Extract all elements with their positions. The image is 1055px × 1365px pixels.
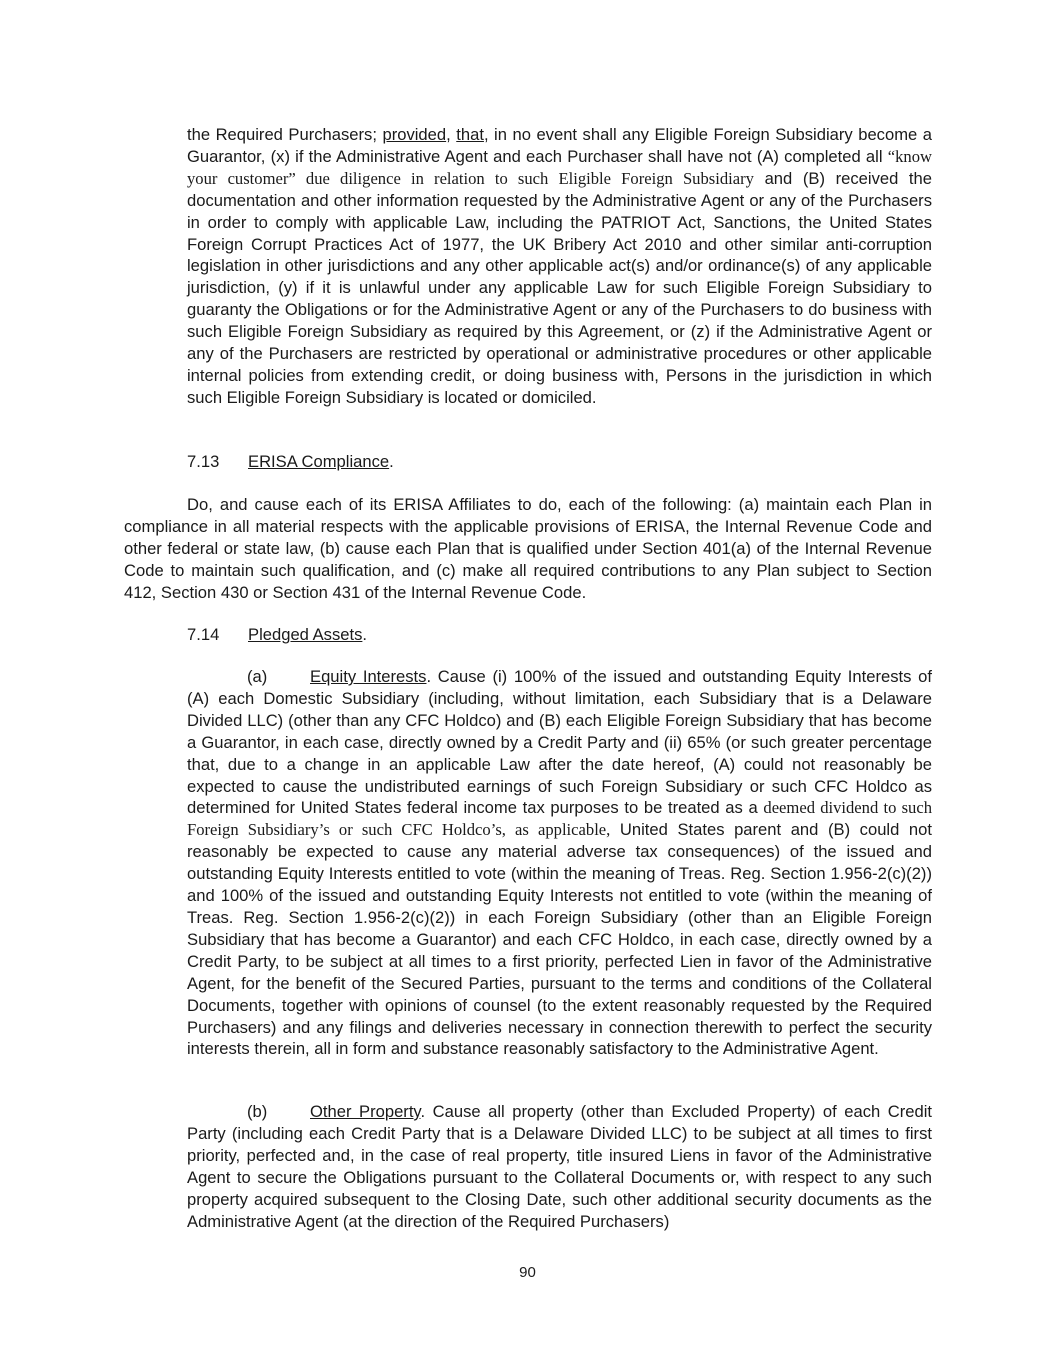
subsection-equity-interests <box>187 666 932 1060</box>
section-title: Pledged Assets <box>248 625 363 644</box>
text-fragment: and (B) received the documentation and other information requested by the Administrative Agent or any of the Purchasers in order to comply with applicable Law, including the PATRIOT Act, Sanctions, the United States Foreign Corrupt Practices Act of 1977, the UK Bribery Act 2010 and other similar anti-corruption legislation in other jurisdictions and any other applicable act(s) and/or ordinance(s) of any applicable jurisdiction, (y) if it is unlawful under any applicable Law for such Eligible Foreign Subsidiary to guaranty the Obligations or for the Administrative Agent or any of the Purchasers to do business with such Eligible Foreign Subsidiary as required by this Agreement, or (z) if the Administrative Agent or any of the Purchasers are restricted by operational or administrative procedures or other applicable internal policies from extending credit, or doing business with, Persons in the jurisdiction in which such Eligible Foreign Subsidiary is located or domiciled. <box>187 168 932 407</box>
section-number: 7.13 <box>187 452 220 471</box>
section-heading-7-13 <box>187 451 394 473</box>
section-title-period: . <box>362 625 368 644</box>
text-fragment: . Cause (i) 100% of the issued and outstanding Equity Interests of (A) each Domestic Subsidiary (including, without limitation, each Subsidiary that is a Delaware Divided LLC) (other than any CFC Holdco) and (B) each Eligible Foreign Subsidiary that has become a Guarantor, in each case, directly owned by a Credit Party and (ii) 65% (or such greater percentage that, due to a change in an applicable Law after the date hereof, (A) could not reasonably be expected to cause the undistributed earnings of such Foreign Subsidiary or such CFC Holdco as determined for United States federal income tax purposes to be treated as a <box>187 667 932 818</box>
paragraph-guarantor-conditions <box>187 124 932 409</box>
that-term: that <box>456 125 484 144</box>
subsection-label: (a) <box>247 667 268 686</box>
section-number: 7.14 <box>187 625 220 644</box>
text-fragment: . Cause all property (other than Excluded Property) of each Credit Party (including each Credit Party that is a Delaware Divided LLC) to be subject at all times to first priority, perfected and, in the case of real property, title insured Liens in favor of the Administrative Agent to secure the Obligations pursuant to the Collateral Documents or, with respect to any such property acquired subsequent to the Closing Date, such other additional security documents as the Administrative Agent (at the direction of the Required Purchasers) <box>187 1102 933 1231</box>
subsection-label: (b) <box>247 1102 268 1121</box>
text-fragment: the Required Purchasers; <box>187 125 383 144</box>
text-fragment-serif: deemed dividend to such Foreign Subsidiary’s or such CFC Holdco’s, as applicable, <box>187 798 932 840</box>
text-fragment: United States parent and (B) could not reasonably be expected to cause any material adverse tax consequences) of the issued and outstanding Equity Interests entitled to vote (within the meaning of Treas. Reg. Section 1.956-2(c)(2)) and 100% of the issued and outstanding Equity Interests not entitled to vote (within the meaning of Treas. Reg. Section 1.956-2(c)(2)) in each Foreign Subsidiary (other than an Eligible Foreign Subsidiary that has become a Guarantor) and each CFC Holdco, in each case, directly owned by a Credit Party, to be subject at all times to a first priority, perfected Lien in favor of the Administrative Agent, for the benefit of the Secured Parties, pursuant to the terms and conditions of the Collateral Documents, together with opinions of counsel (to the extent reasonably requested by the Required Purchasers) and any filings and deliveries necessary in connection therewith to perfect the security interests therein, all in form and substance reasonably satisfactory to the Administrative Agent. <box>187 820 932 1059</box>
provided-term: provided <box>382 125 447 144</box>
subsection-other-property <box>187 1101 932 1232</box>
text-fragment-serif: “know your customer” due diligence in relation to such Eligible Foreign Subsidiary <box>187 146 932 188</box>
subsection-title: Other Property <box>310 1102 421 1121</box>
section-title-period: . <box>389 452 394 471</box>
section-heading-7-14 <box>187 624 367 646</box>
paragraph-erisa-compliance: Do, and cause each of its ERISA Affiliates to do, each of the following: (a) maintain each Plan in compliance in all material respects with the applicable provisions of ERISA, the Internal Revenue Code and other federal or state law, (b) cause each Plan that is qualified under Section 401(a) of the Internal Revenue Code to maintain such qualification, and (c) make all required contributions to any Plan subject to Section 412, Section 430 or Section 431 of the Internal Revenue Code. <box>124 495 932 602</box>
section-title: ERISA Compliance <box>248 452 390 471</box>
text-fragment: , <box>446 125 457 144</box>
text-fragment: , in no event shall any Eligible Foreign Subsidiary become a Guarantor, (x) if the Administrative Agent and each Purchaser shall have not (A) completed all <box>187 125 932 166</box>
subsection-title: Equity Interests <box>310 667 427 686</box>
page-number: 90 <box>519 1264 536 1281</box>
